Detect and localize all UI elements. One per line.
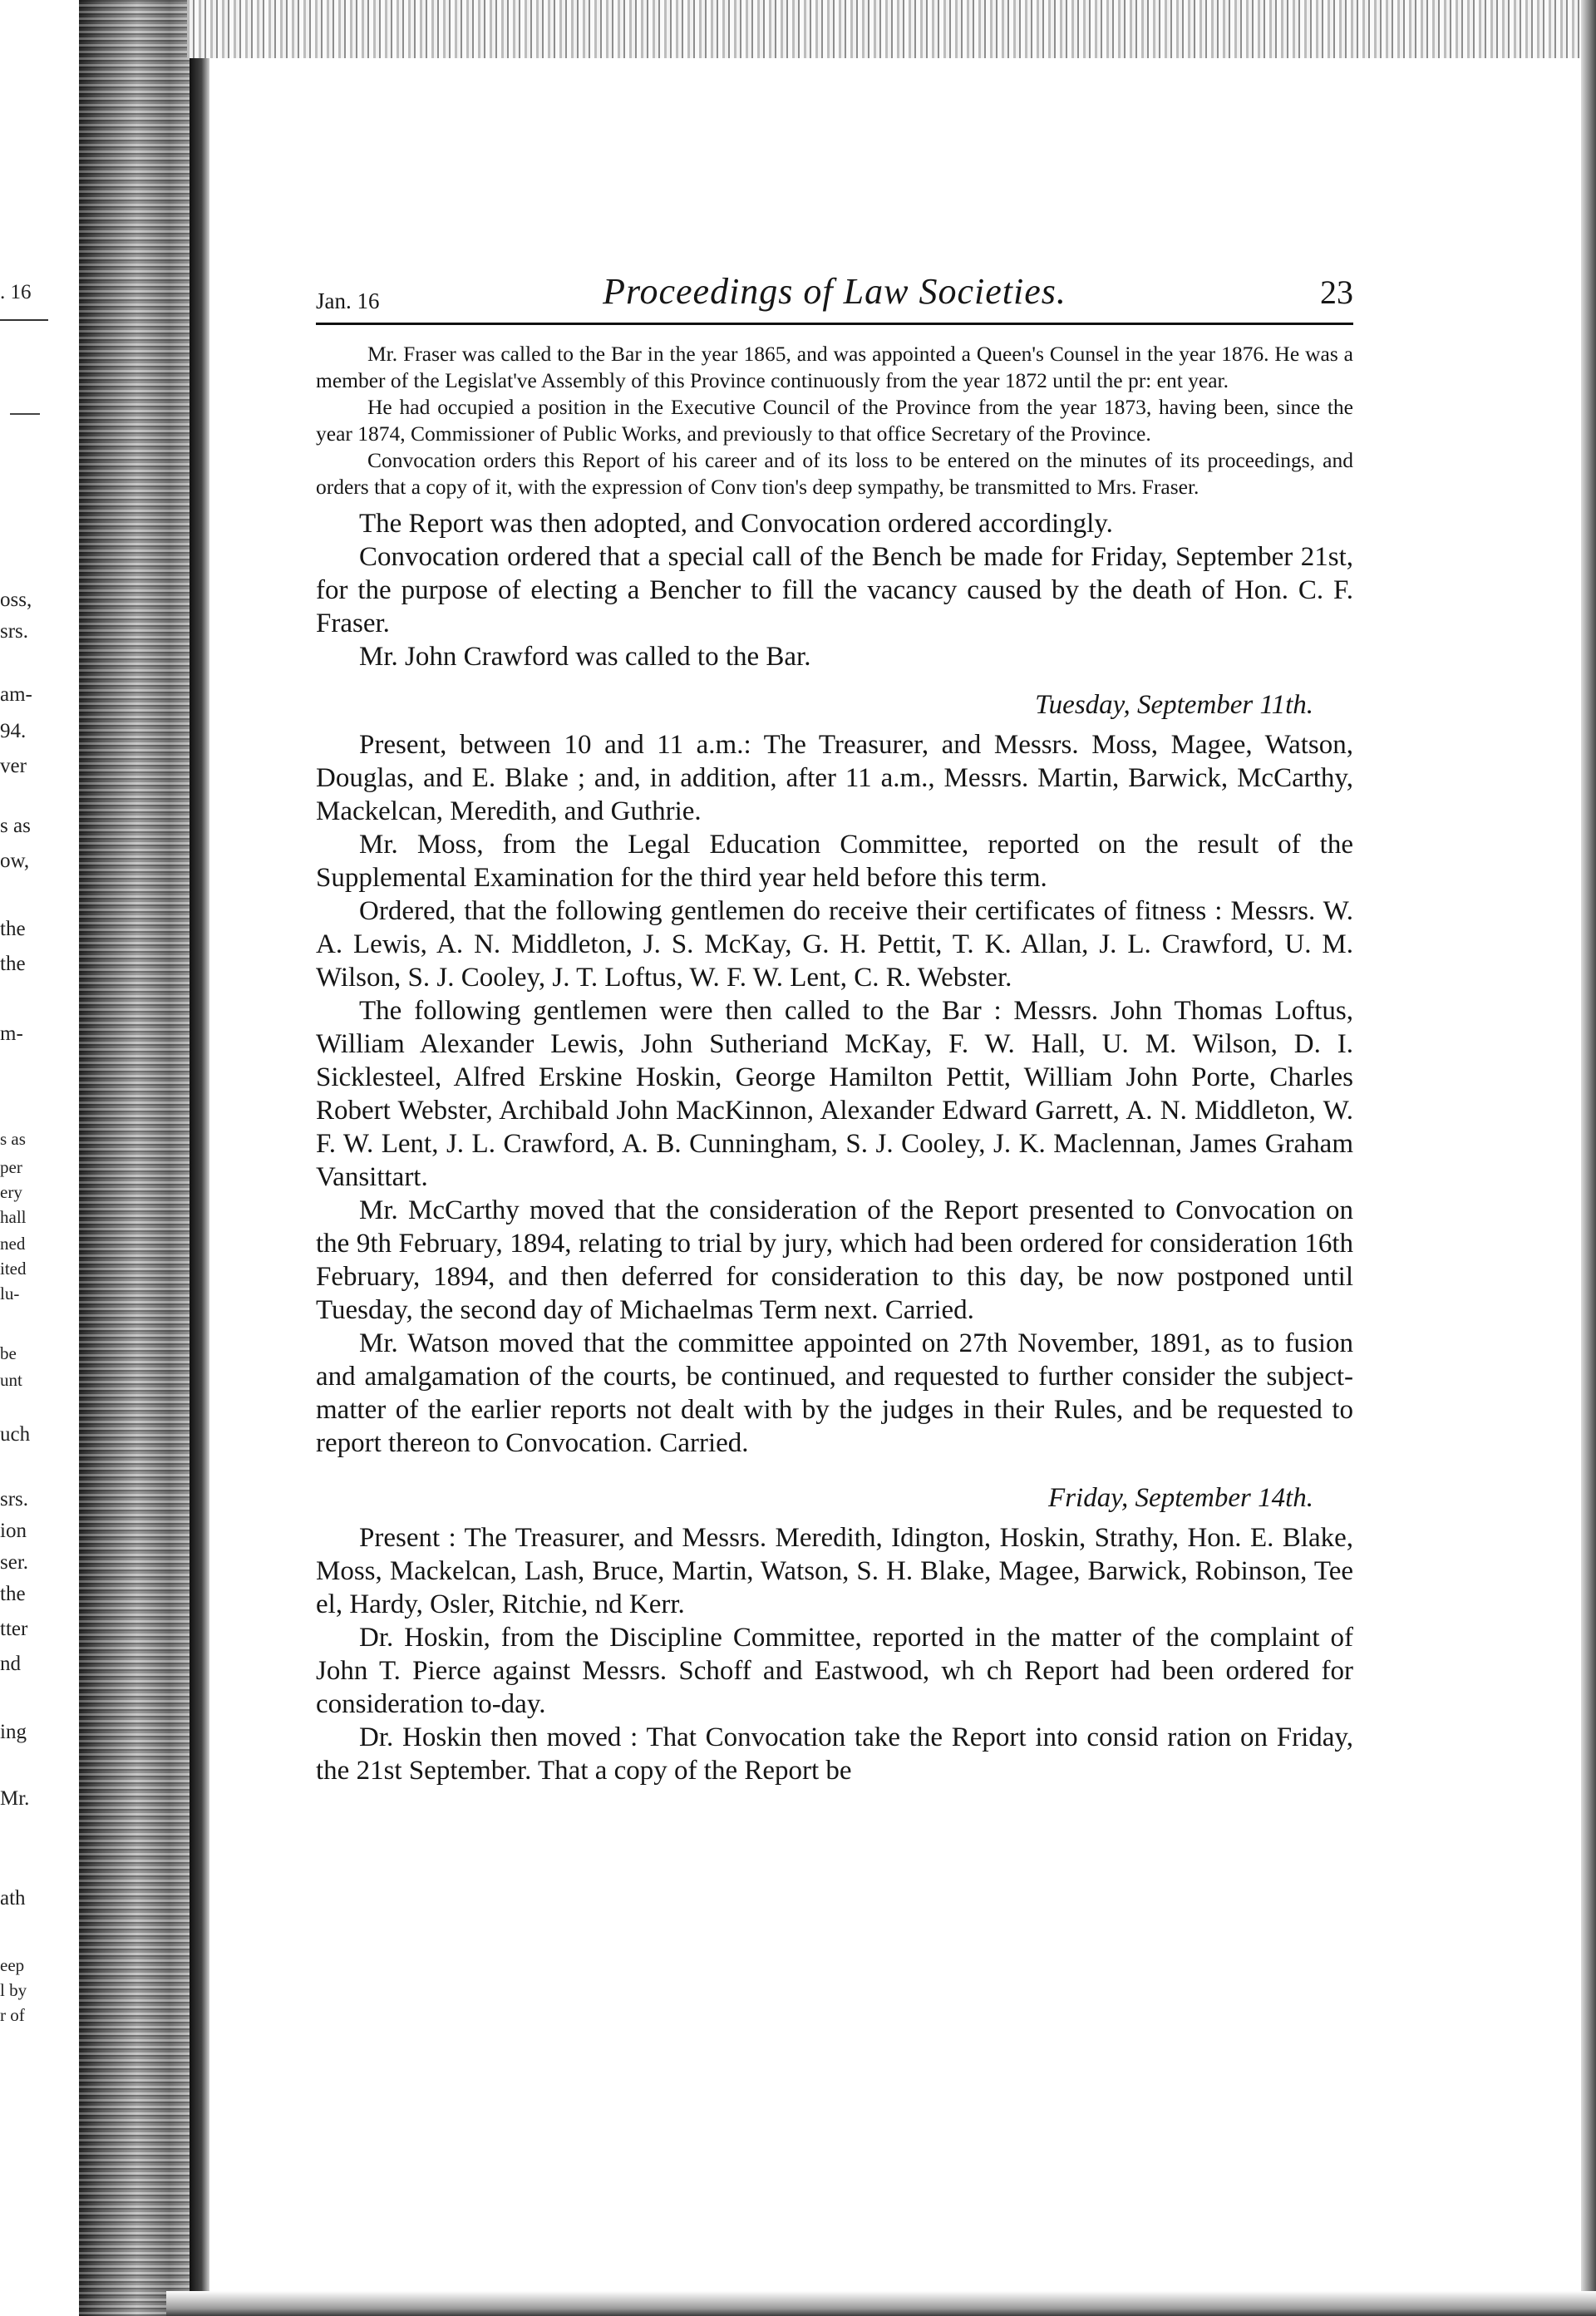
facing-line: ery <box>0 1182 22 1202</box>
facing-line: r of <box>0 2005 25 2025</box>
facing-line: oss, <box>0 589 32 611</box>
body-paragraph: The Report was then adopted, and Convocation ordered accordingly. <box>359 509 1113 539</box>
facing-line: ing <box>0 1721 27 1743</box>
dateline-friday: Friday, September 14th. <box>1048 1483 1313 1513</box>
body-paragraph: Mr. John Crawford was called to the Bar. <box>359 642 811 672</box>
body-paragraph: Mr. Moss, from the Legal Education Committee, reported on the result of the Supplemental Examination for the third year held before this term. <box>316 830 1353 893</box>
facing-line: ow, <box>0 850 30 872</box>
facing-line: m- <box>0 1022 23 1045</box>
facing-line: s as <box>0 1129 26 1149</box>
facing-line: s as <box>0 815 31 837</box>
facing-line: the <box>0 1583 26 1605</box>
facing-line: ited <box>0 1259 27 1279</box>
facing-line: the <box>0 918 26 940</box>
body-paragraph: Convocation ordered that a special call of the Bench be made for Friday, September 21st, for the purpose of electing a Bencher to fill the vacancy caused by the death of Hon. C. F. Fraser. <box>316 542 1353 638</box>
body-paragraph: Ordered, that the following gentlemen do receive their certificates of fitness : Messrs. W. A. Lewis, A. N. Middleton, J. S. McKay, G. H. Pettit, T. K. Allan, J. L. Crawford, U. M. Wilson, S. J. Cooley, J. T. Loftus, W. F. W. Lent, C. R. Webster. <box>316 896 1353 993</box>
page-right-edge <box>1581 0 1596 2316</box>
body-paragraph: Dr. Hoskin, from the Discipline Committee, reported in the matter of the complaint of John T. Pierce against Messrs. Schoff and Eastwood, wh ch Report had been ordered for consideration to-day. <box>316 1623 1353 1719</box>
book-spine-shadow <box>79 0 208 2316</box>
body-paragraph: Mr. Watson moved that the committee appointed on 27th November, 1891, as to fusion and amalgamation of the courts, be continued, and requested to further consider the subject-matter of the earlier reports not dealt with by the judges in their Rules, and be requested to report thereon to Convocation. Carried. <box>316 1328 1353 1458</box>
facing-dash <box>10 413 40 415</box>
facing-line: lu- <box>0 1284 20 1303</box>
facing-line: ser. <box>0 1551 29 1574</box>
facing-line: l by <box>0 1980 27 2000</box>
book-gutter <box>190 17 209 2294</box>
facing-line: ion <box>0 1520 27 1542</box>
facing-line: Mr. <box>0 1787 30 1810</box>
facing-line: srs. <box>0 1488 29 1510</box>
facing-line: tter <box>0 1618 28 1640</box>
running-head-title: Proceedings of Law Societies. <box>603 271 1066 312</box>
facing-line: be <box>0 1343 17 1363</box>
facing-line: per <box>0 1157 22 1177</box>
running-header <box>316 270 1353 320</box>
facing-line: eep <box>0 1955 25 1975</box>
body-paragraph: The following gentlemen were then called to the Bar : Messrs. John Thomas Loftus, William Alexander Lewis, John Sutheriand McKay, F. W. Hall, U. M. Wilson, D. I. Sicklesteel, Alfred Erskine Hoskin, George Hamilton Pettit, William John Porte, Charles Robert Webster, Archibald John MacKinnon, Alexander Edward Garrett, A. N. Middleton, W. F. W. Lent, J. L. Crawford, A. B. Cunningham, S. J. Cooley, J. K. Maclennan, James Graham Vansittart. <box>316 996 1353 1192</box>
page-number: 23 <box>1320 273 1353 311</box>
facing-line: 94. <box>0 720 27 742</box>
facing-header-fragment: . 16 <box>0 281 32 303</box>
page-top-edge <box>187 0 1596 58</box>
body-paragraph: Present, between 10 and 11 a.m.: The Treasurer, and Messrs. Moss, Magee, Watson, Douglas, and E. Blake ; and, in addition, after 11 a.m., Messrs. Martin, Barwick, McCarthy, Mackelcan, Meredith, and Guthrie. <box>316 730 1353 826</box>
running-head-date: Jan. 16 <box>316 288 380 313</box>
facing-line: am- <box>0 683 32 706</box>
body-paragraph: Present : The Treasurer, and Messrs. Meredith, Idington, Hoskin, Strathy, Hon. E. Blake, Moss, Mackelcan, Lash, Bruce, Martin, Watson, S. H. Blake, Magee, Barwick, Robinson, Tee el, Hardy, Osler, Ritchie, nd Kerr. <box>316 1523 1353 1619</box>
dateline-tuesday: Tuesday, September 11th. <box>1035 690 1313 720</box>
facing-line: hall <box>0 1207 27 1227</box>
report-paragraph: Mr. Fraser was called to the Bar in the year 1865, and was appointed a Queen's Counsel in the year 1876. He was a member of the Legislat've Assembly of this Province continuously from the year 1872 until the pr: ent year. <box>316 342 1353 392</box>
facing-line: ned <box>0 1234 26 1254</box>
header-rule <box>316 323 1353 325</box>
facing-line: uch <box>0 1423 31 1446</box>
facing-line: ath <box>0 1887 26 1909</box>
facing-line: the <box>0 953 26 975</box>
facing-line: ver <box>0 755 27 777</box>
page-bottom-edge <box>166 2291 1596 2316</box>
report-paragraph: Convocation orders this Report of his career and of its loss to be entered on the minutes of its proceedings, and orders that a copy of it, with the expression of Conv tion's deep sympathy, be transmitted to Mrs. Fraser. <box>316 448 1353 499</box>
body-paragraph: Dr. Hoskin then moved : That Convocation take the Report into consid ration on Friday, the 21st September. That a copy of the Report be <box>316 1722 1353 1786</box>
page-body <box>316 341 1353 1787</box>
facing-line: unt <box>0 1370 22 1390</box>
body-paragraph: Mr. McCarthy moved that the consideration of the Report presented to Convocation on the 9th February, 1894, relating to trial by jury, which had been ordered for consideration 16th February, 1894, and then deferred for consideration to this day, be now postponed until Tuesday, the second day of Michaelmas Term next. Carried. <box>316 1195 1353 1325</box>
facing-line: srs. <box>0 620 29 643</box>
report-paragraph: He had occupied a position in the Executive Council of the Province from the year 1873, having been, since the year 1874, Commissioner of Public Works, and previously to that office Secretary of the Province. <box>316 395 1353 446</box>
facing-page-fragment <box>0 0 83 2316</box>
facing-line: nd <box>0 1653 21 1675</box>
facing-header-rule <box>0 319 48 321</box>
